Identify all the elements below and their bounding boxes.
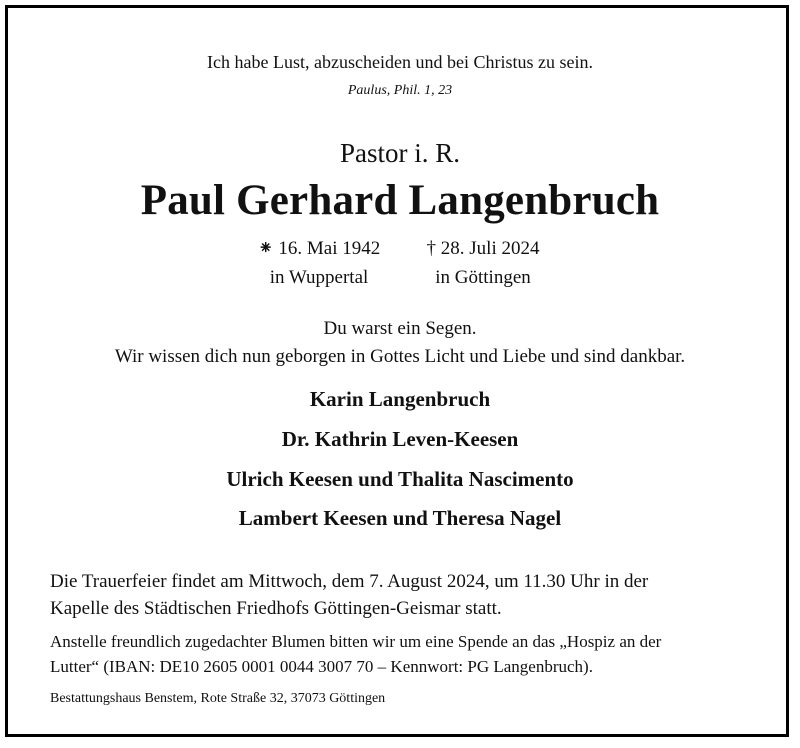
death-place: in Göttingen xyxy=(435,267,531,288)
death-info xyxy=(408,234,558,292)
family-member: Ulrich Keesen und Thalita Nascimento xyxy=(226,467,574,491)
deceased-title: Pastor i. R. xyxy=(339,138,460,168)
funeral-home: Bestattungshaus Benstem, Rote Straße 32, 37073 Göttingen xyxy=(50,691,386,706)
birth-date: ⁕ 16. Mai 1942 xyxy=(257,238,381,259)
obituary-notice xyxy=(5,5,789,737)
message-line-1: Du warst ein Segen. xyxy=(323,318,477,339)
family-member: Karin Langenbruch xyxy=(309,387,491,411)
message-line-2: Wir wissen dich nun geborgen in Gottes Licht und Liebe und sind dankbar. xyxy=(114,346,686,367)
funeral-info-line-2: Kapelle des Städtischen Friedhofs Göttingen-Geismar statt. xyxy=(50,598,502,619)
funeral-info-line-1: Die Trauerfeier findet am Mittwoch, dem 7. August 2024, um 11.30 Uhr in der xyxy=(50,571,649,592)
family-member: Lambert Keesen und Theresa Nagel xyxy=(238,506,562,530)
birth-info xyxy=(244,234,394,292)
death-date: † 28. Juli 2024 xyxy=(426,238,540,259)
family-member: Dr. Kathrin Leven-Keesen xyxy=(281,427,519,451)
donation-info-line-2: Lutter“ (IBAN: DE10 2605 0001 0044 3007 70 – Kennwort: PG Langenbruch). xyxy=(50,657,593,676)
quote-source: Paulus, Phil. 1, 23 xyxy=(347,83,453,98)
donation-info-line-1: Anstelle freundlich zugedachter Blumen bitten wir um eine Spende an das „Hospiz an der xyxy=(50,632,662,651)
bible-quote: Ich habe Lust, abzuscheiden und bei Christus zu sein. xyxy=(207,52,593,72)
birth-place: in Wuppertal xyxy=(269,267,369,288)
deceased-name: Paul Gerhard Langenbruch xyxy=(140,177,660,224)
life-dates xyxy=(8,234,792,294)
